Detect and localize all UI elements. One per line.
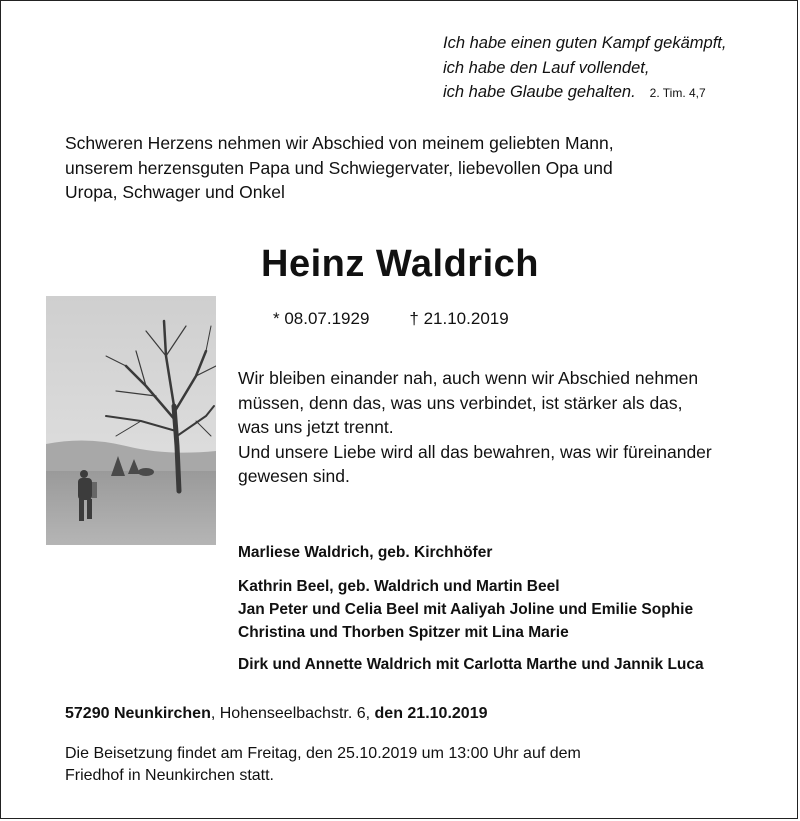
poem-line: was uns jetzt trennt. [238,417,394,437]
poem-line: Und unsere Liebe wird all das bewahren, was wir füreinander [238,441,712,462]
family-line: Marliese Waldrich, geb. Kirchhöfer [238,544,493,561]
address-date: den 21.10.2019 [374,705,488,722]
family-group-spouse [238,541,798,564]
memorial-photo [46,296,216,545]
verse-line: Ich habe einen guten Kampf gekämpft, [443,34,727,52]
deceased-name: Heinz Waldrich [261,243,539,285]
bible-verse [443,31,793,106]
verse-line: ich habe Glaube gehalten. [443,83,636,101]
verse-line-last [443,80,793,106]
intro-line: Schweren Herzens nehmen wir Abschied von meinem geliebten Mann, [65,133,614,153]
death-date: † 21.10.2019 [409,309,509,328]
family-group-children [238,575,798,644]
verse-reference: 2. Tim. 4,7 [649,86,706,100]
family-line: Dirk und Annette Waldrich mit Carlotta Marthe und Jannik Luca [238,656,704,673]
birth-date: * 08.07.1929 [273,309,370,328]
poem-line: Wir bleiben einander nah, auch wenn wir Abschied nehmen [238,368,699,388]
funeral-info [65,743,765,787]
memorial-poem [238,366,768,489]
funeral-line: Die Beisetzung findet am Freitag, den 25.10.2019 um 13:00 Uhr auf dem [65,745,581,762]
verse-line: ich habe den Lauf vollendet, [443,58,650,77]
poem-line: gewesen sind. [238,466,350,486]
family-line: Jan Peter und Celia Beel mit Aaliyah Joline und Emilie Sophie [238,601,694,618]
address-line [65,705,487,723]
life-dates [273,309,509,329]
family-group-son [238,653,798,676]
family-line: Christina und Thorben Spitzer mit Lina Marie [238,624,569,641]
poem-line: müssen, denn das, was uns verbindet, ist stärker als das, [238,392,683,413]
intro-line: Uropa, Schwager und Onkel [65,182,285,202]
address-street: , Hohenseelbachstr. 6, [210,705,375,722]
address-city: 57290 Neunkirchen [65,705,211,722]
funeral-line: Friedhof in Neunkirchen statt. [65,767,274,784]
intro-line: unserem herzensguten Papa und Schwiegervater, liebevollen Opa und [65,157,613,178]
family-line: Kathrin Beel, geb. Waldrich und Martin Beel [238,578,560,595]
intro-text [65,131,765,205]
